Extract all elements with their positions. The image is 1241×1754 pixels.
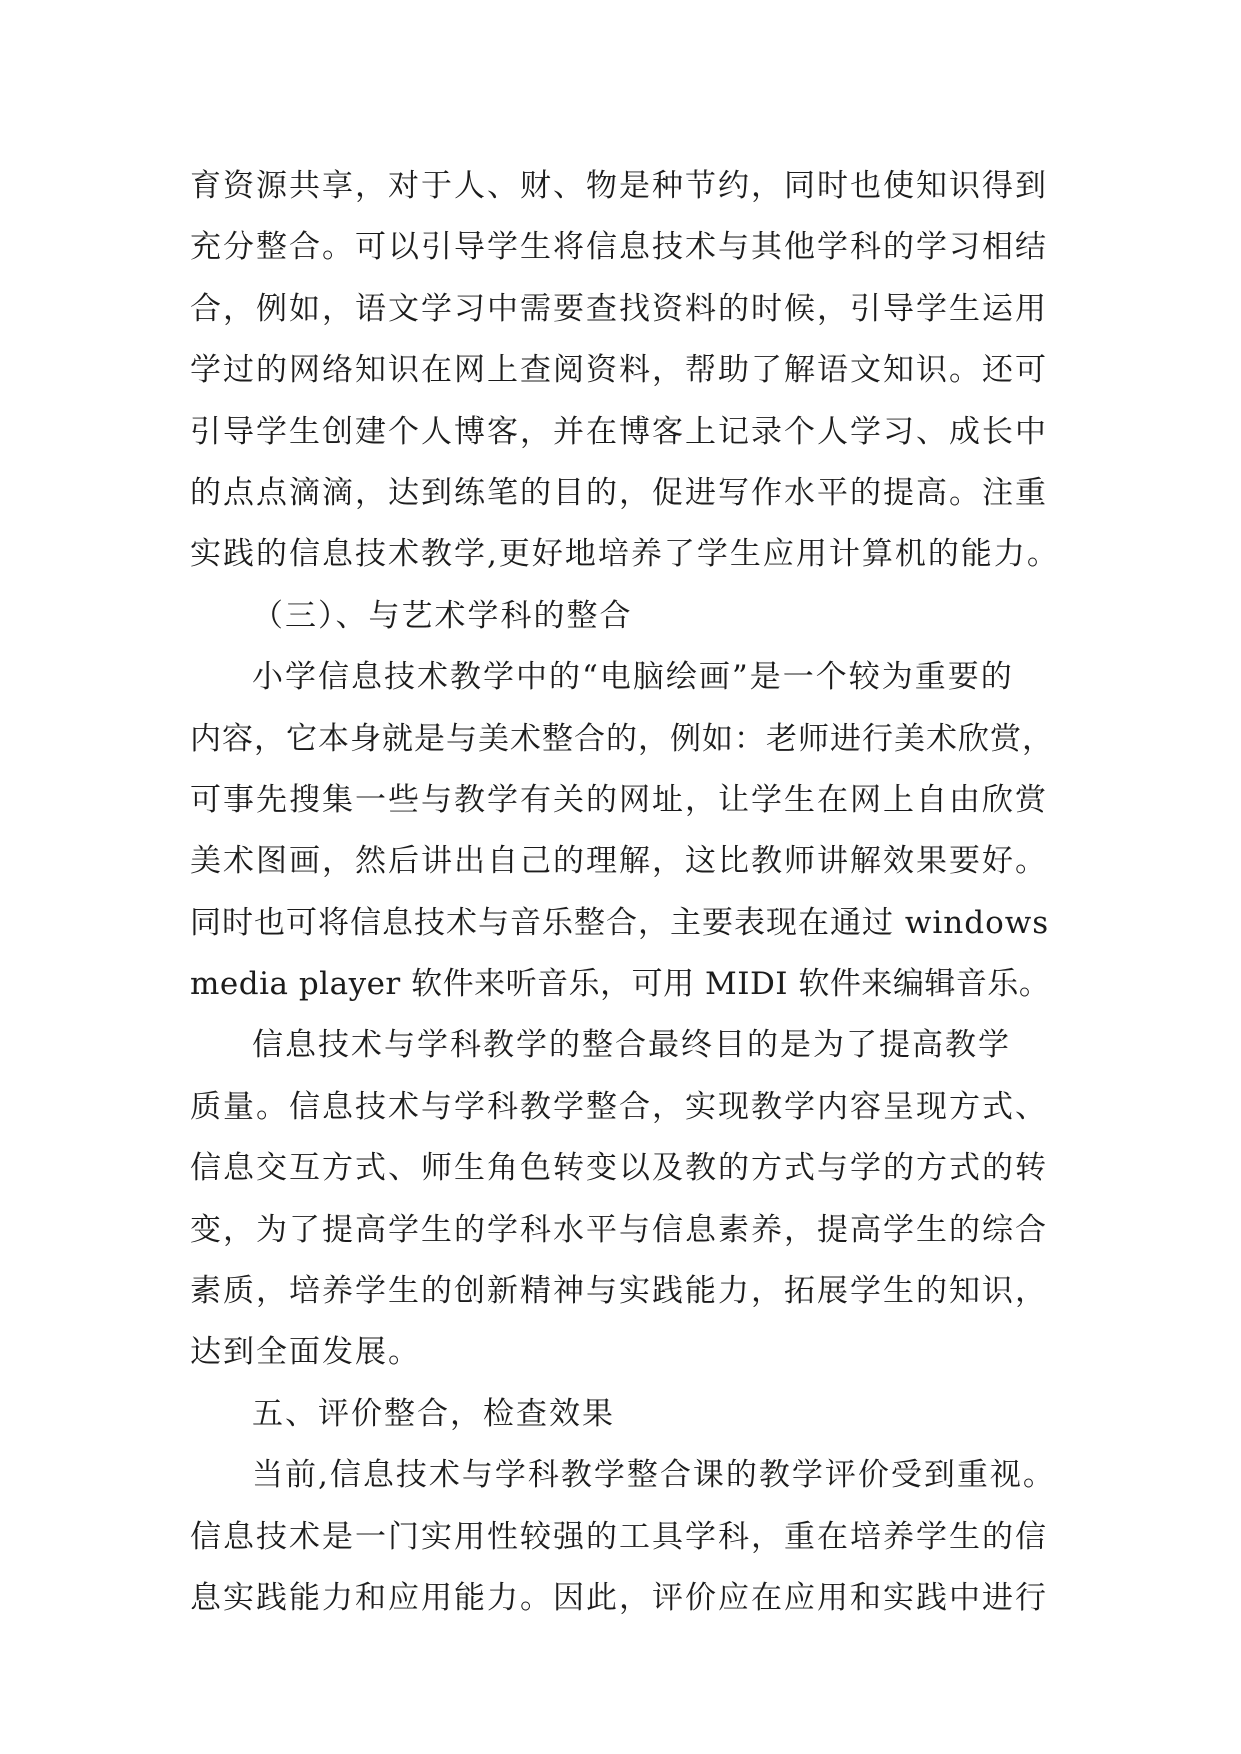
paragraph-line: 信息技术是一门实用性较强的工具学科，重在培养学生的信: [190, 1518, 1048, 1555]
paragraph-line: 育资源共享，对于人、财、物是种节约，同时也使知识得到: [190, 168, 1048, 204]
paragraph-line: 内容，它本身就是与美术整合的，例如：老师进行美术欣赏，: [190, 720, 1054, 757]
paragraph-line: 达到全面发展。: [190, 1334, 421, 1371]
paragraph-line: 同时也可将信息技术与音乐整合，主要表现在通过 windows: [190, 904, 1050, 941]
paragraph-line: 信息交互方式、师生角色转变以及教的方式与学的方式的转: [190, 1150, 1048, 1187]
section-heading: （三）、与艺术学科的整合: [252, 597, 633, 634]
paragraph-line: 息实践能力和应用能力。因此，评价应在应用和实践中进行: [190, 1579, 1048, 1616]
paragraph-line: 的点点滴滴，达到练笔的目的，促进写作水平的提高。注重: [190, 474, 1048, 511]
document-body: [190, 156, 1060, 1629]
paragraph-line: 实践的信息技术教学,更好地培养了学生应用计算机的能力。: [190, 536, 1060, 573]
paragraph-line: 美术图画，然后讲出自己的理解，这比教师讲解效果要好。: [190, 843, 1048, 880]
paragraph-line: 可事先搜集一些与教学有关的网址，让学生在网上自由欣赏: [190, 781, 1048, 818]
paragraph-line: 信息技术与学科教学的整合最终目的是为了提高教学: [252, 1027, 1011, 1064]
paragraph-line: 引导学生创建个人博客，并在博客上记录个人学习、成长中: [190, 413, 1048, 450]
paragraph-line: 合，例如，语文学习中需要查找资料的时候，引导学生运用: [190, 290, 1048, 327]
paragraph-line: 充分整合。可以引导学生将信息技术与其他学科的学习相结: [190, 229, 1048, 266]
paragraph-line: 学过的网络知识在网上查阅资料，帮助了解语文知识。还可: [190, 352, 1048, 389]
paragraph-line: media player 软件来听音乐，可用 MIDI 软件来编辑音乐。: [190, 966, 1051, 1003]
paragraph-line: 质量。信息技术与学科教学整合，实现教学内容呈现方式、: [190, 1088, 1048, 1125]
paragraph-line: 小学信息技术教学中的“电脑绘画”是一个较为重要的: [252, 659, 1014, 696]
paragraph-line: 素质，培养学生的创新精神与实践能力，拓展学生的知识，: [190, 1273, 1048, 1310]
paragraph-line: 当前,信息技术与学科教学整合课的教学评价受到重视。: [252, 1457, 1056, 1494]
section-heading: 五、评价整合，检查效果: [252, 1395, 615, 1432]
paragraph-line: 变，为了提高学生的学科水平与信息素养，提高学生的综合: [190, 1211, 1048, 1248]
